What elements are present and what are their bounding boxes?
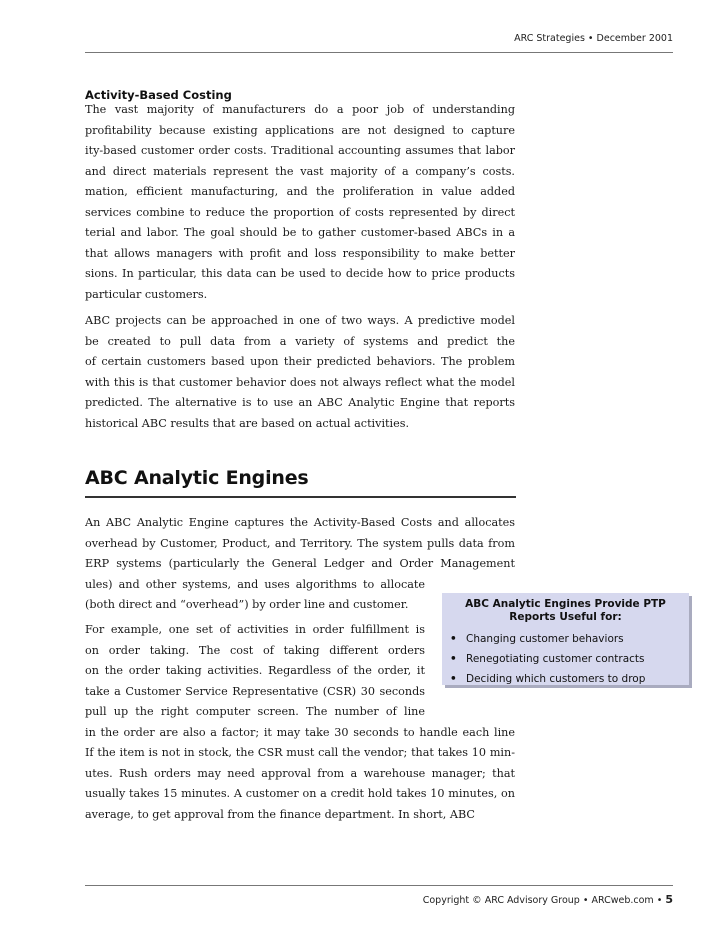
text-line: mation, efficient manufacturing, and the proliferation in value added (85, 185, 515, 198)
running-footer (423, 893, 673, 906)
sidebar-item-label: Changing customer behaviors (466, 633, 624, 645)
bullet-icon: • (450, 633, 457, 645)
sidebar-list-item (450, 629, 689, 649)
text-line: and direct materials represent the vast majority of a company’s costs. (85, 164, 515, 178)
text-line: If the item is not in stock, the CSR must call the vendor; that takes 10 min- (85, 746, 515, 759)
text-line: ERP systems (particularly the General Ledger and Order Management (85, 557, 515, 570)
section-heading: ABC Analytic Engines (85, 467, 309, 489)
footer-divider (85, 885, 673, 886)
sidebar-title: ABC Analytic Engines Provide PTP Reports Useful for: (465, 598, 666, 623)
text-line: on order taking. The cost of taking different orders (85, 643, 425, 657)
text-line: that allows managers with profit and loss responsibility to make better (85, 246, 515, 260)
sidebar-list-item (450, 669, 689, 689)
sidebar-item-label: Deciding which customers to drop (466, 673, 646, 685)
text-line: overhead by Customer, Product, and Territory. The system pulls data from (85, 536, 515, 550)
text-line: be created to pull data from a variety of systems and predict the (85, 334, 515, 348)
text-line: An ABC Analytic Engine captures the Activity-Based Costs and allocates (85, 516, 515, 529)
running-header: ARC Strategies • December 2001 (514, 33, 673, 44)
text-line: with this is that customer behavior does not always reflect what the model (85, 375, 515, 389)
paragraph-abc-projects (85, 311, 515, 434)
text-line: (both direct and “overhead”) by order line and customer. (85, 598, 409, 611)
bullet-icon: • (450, 673, 457, 685)
text-line: average, to get approval from the finance department. In short, ABC (85, 807, 475, 821)
copyright-text: Copyright © ARC Advisory Group • ARCweb.com • (422, 895, 663, 906)
section-divider (85, 496, 516, 498)
bullet-icon: • (450, 653, 457, 665)
sidebar-list (442, 629, 689, 689)
subsection-heading: Activity-Based Costing (85, 88, 232, 102)
text-line: services combine to reduce the proportion of costs represented by direct (85, 205, 515, 219)
sidebar-callout-box (442, 593, 689, 685)
text-line: sions. In particular, this data can be used to decide how to price products (85, 267, 515, 280)
text-line: historical ABC results that are based on actual activities. (85, 416, 410, 430)
text-line: The vast majority of manufacturers do a poor job of understanding (85, 103, 515, 116)
text-line: of certain customers based upon their predicted behaviors. The problem (85, 355, 515, 368)
text-line: take a Customer Service Representative (CSR) 30 seconds (85, 684, 425, 698)
text-line: terial and labor. The goal should be to gather customer-based ABCs in a (85, 226, 515, 239)
text-line: For example, one set of activities in order fulfillment is (85, 623, 425, 636)
text-line: utes. Rush orders may need approval from a warehouse manager; that (85, 766, 515, 780)
text-line: in the order are also a factor; it may take 30 seconds to handle each line (85, 725, 515, 739)
sidebar-list-item (450, 649, 689, 669)
sidebar-item-label: Renegotiating customer contracts (466, 653, 645, 665)
text-line: pull up the right computer screen. The number of line (85, 705, 425, 718)
header-divider (85, 52, 673, 53)
text-line: ity-based customer order costs. Traditional accounting assumes that labor (85, 144, 515, 157)
text-line: on the order taking activities. Regardless of the order, it (85, 664, 425, 677)
text-line: usually takes 15 minutes. A customer on a credit hold takes 10 minutes, on (85, 787, 515, 800)
text-line: ules) and other systems, and uses algorithms to allocate (85, 577, 425, 591)
paragraph-activity-costing (85, 100, 515, 305)
text-line: ABC projects can be approached in one of two ways. A predictive model (85, 314, 515, 327)
text-line: profitability because existing applications are not designed to capture (85, 123, 515, 137)
text-line: particular customers. (85, 287, 208, 301)
text-line: predicted. The alternative is to use an ABC Analytic Engine that reports (85, 396, 515, 409)
page-number: 5 (665, 893, 673, 906)
